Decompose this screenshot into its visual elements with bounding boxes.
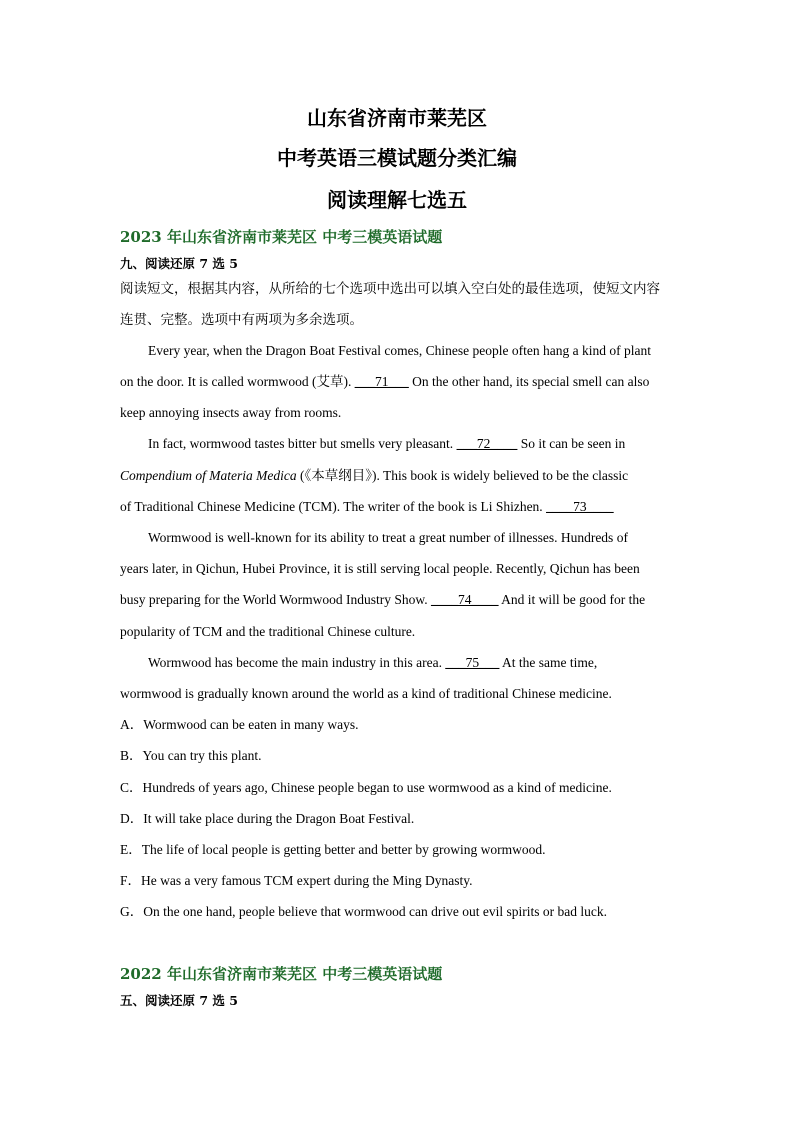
passage-p2-line-1 (148, 434, 708, 454)
passage-p1-line-2 (120, 372, 680, 392)
section-2022-heading: 2022 年山东省济南市莱芜区 中考三模英语试题 (120, 965, 443, 983)
passage-p2-line-2 (120, 466, 680, 486)
passage-p3-line-1: Wormwood is well-known for its ability to treat a great number of illnesses. Hundreds of (148, 530, 628, 545)
passage-p3-line-4: popularity of TCM and the traditional Chinese culture. (120, 624, 416, 639)
option-c: C．Hundreds of years ago, Chinese people began to use wormwood as a kind of medicine. (120, 780, 612, 795)
book-title-italic: Compendium of Materia Medica (120, 468, 297, 483)
passage-p3-line-3 (120, 590, 680, 610)
option-e: E．The life of local people is getting better and better by growing wormwood. (120, 842, 546, 857)
passage-p4-line-1-text-b: At the same time, (499, 655, 598, 670)
passage-p4-line-2: wormwood is gradually known around the world as a kind of traditional Chinese medicine. (120, 686, 612, 701)
passage-p3-line-3-text-b: And it will be good for the (498, 592, 646, 607)
passage-p4-line-1-text-a: Wormwood has become the main industry in this area. (148, 655, 446, 670)
passage-p3-line-3-text-a: busy preparing for the World Wormwood Industry Show. (120, 592, 432, 607)
option-g: G．On the one hand, people believe that wormwood can drive out evil spirits or bad luck. (120, 904, 608, 919)
instruction-line-1: 阅读短文，根据其内容，从所给的七个选项中选出可以填入空白处的最佳选项，使短文内容 (120, 281, 660, 297)
passage-p1-line-2-text-b: On the other hand, its special smell can also (408, 374, 650, 389)
option-a: A．Wormwood can be eaten in many ways. (120, 717, 359, 732)
blank-72: ___72____ (456, 436, 518, 451)
option-b: B．You can try this plant. (120, 748, 262, 763)
option-d: D．It will take place during the Dragon Boat Festival. (120, 811, 415, 826)
blank-75: ___75___ (445, 655, 500, 670)
section-2023-heading: 2023 年山东省济南市莱芜区 中考三模英语试题 (120, 228, 443, 246)
blank-71: ___71___ (354, 374, 409, 389)
document-title-collection: 中考英语三模试题分类汇编 (277, 146, 517, 170)
passage-p2-line-3-text: of Traditional Chinese Medicine (TCM). The writer of the book is Li Shizhen. (120, 499, 547, 514)
instruction-line-2: 连贯、完整。选项中有两项为多余选项。 (120, 312, 363, 328)
option-f: F．He was a very famous TCM expert during the Ming Dynasty. (120, 873, 473, 888)
passage-p1-line-3: keep annoying insects away from rooms. (120, 405, 342, 420)
passage-p2-line-1-text-a: In fact, wormwood tastes bitter but smells very pleasant. (148, 436, 457, 451)
passage-p4-line-1 (148, 653, 708, 673)
document-title-topic: 阅读理解七选五 (327, 188, 467, 212)
blank-73: ____73____ (546, 499, 614, 514)
blank-74: ____74____ (431, 592, 499, 607)
passage-p1-line-1: Every year, when the Dragon Boat Festival comes, Chinese people often hang a kind of plant (148, 343, 651, 358)
document-title-region: 山东省济南市莱芜区 (307, 106, 487, 130)
section-2022-subheading: 五、阅读还原 7 选 5 (120, 993, 238, 1008)
section-2023-subheading: 九、阅读还原 7 选 5 (120, 256, 238, 271)
passage-p2-line-3 (120, 497, 680, 517)
passage-p2-line-2-rest: (《本草纲目》). This book is widely believed to be the classic (296, 468, 629, 483)
passage-p3-line-2: years later, in Qichun, Hubei Province, it is still serving local people. Recently, Qichun has been (120, 561, 640, 576)
passage-p2-line-1-text-b: So it can be seen in (517, 436, 626, 451)
passage-p1-line-2-text-a: on the door. It is called wormwood (艾草). (120, 374, 355, 389)
